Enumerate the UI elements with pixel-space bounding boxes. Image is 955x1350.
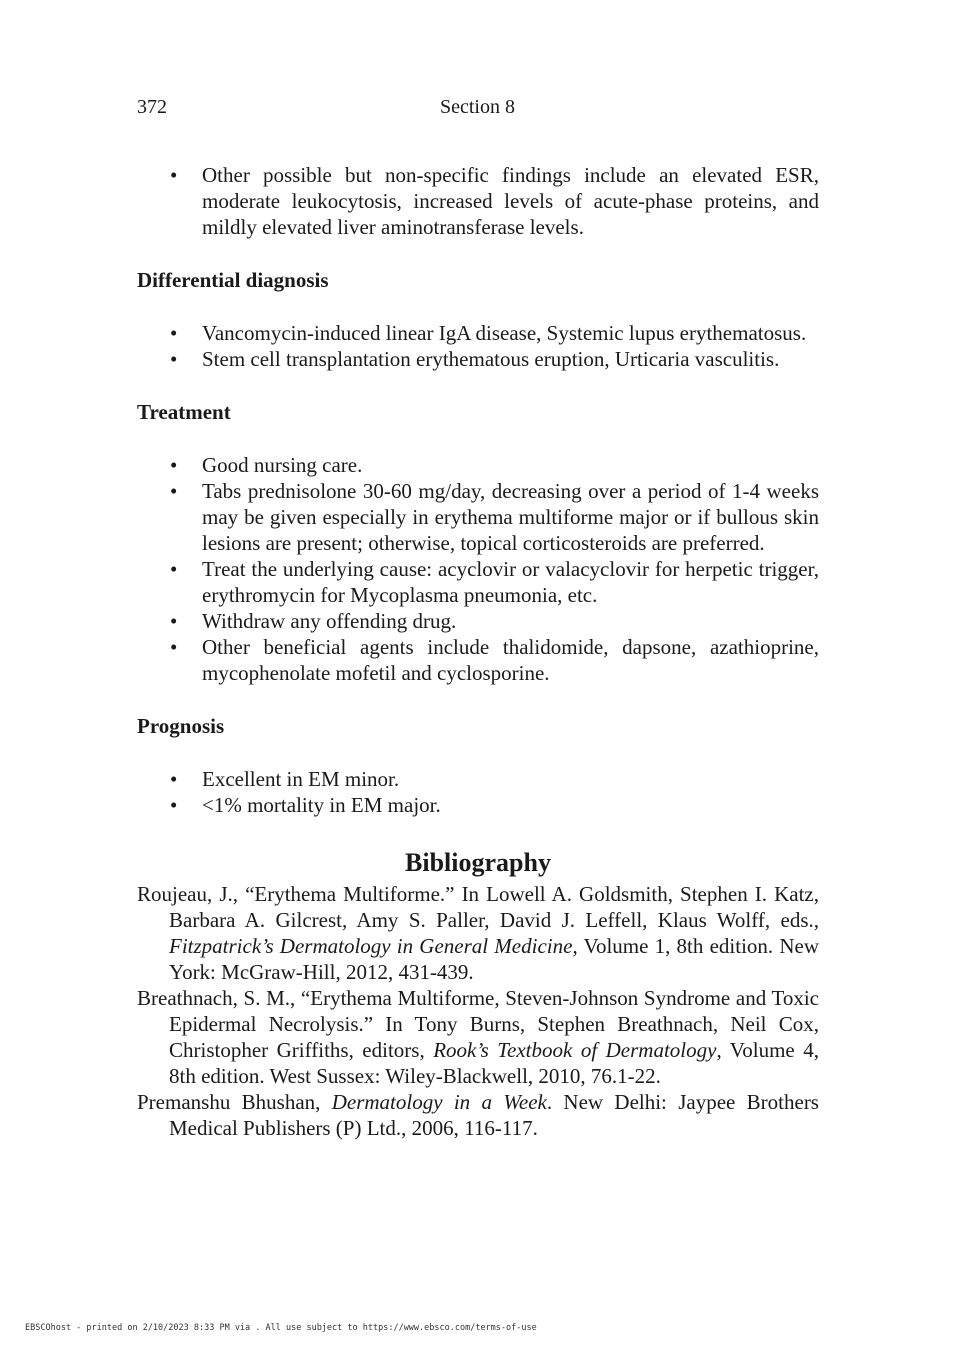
list-item-text: Other beneficial agents include thalidomide, dapsone, azathioprine, mycophenolate mofetil and cyclosporine.: [202, 635, 819, 685]
list-item: [137, 162, 819, 240]
bullet-icon: •: [170, 347, 178, 371]
list-item-text: Withdraw any offending drug.: [202, 609, 457, 633]
bullet-icon: •: [170, 163, 178, 187]
list-item-text: Excellent in EM minor.: [202, 767, 400, 791]
treatment-heading: Treatment: [137, 400, 231, 424]
list-item-text: Treat the underlying cause: acyclovir or valacyclovir for herpetic trigger, erythromycin for Mycoplasma pneumonia, etc.: [202, 557, 819, 607]
page-body: [137, 162, 819, 1141]
list-item-text: Stem cell transplantation erythematous eruption, Urticaria vasculitis.: [202, 347, 780, 371]
differential-heading: Differential diagnosis: [137, 268, 329, 292]
intro-list: [137, 162, 819, 240]
list-item: [137, 608, 819, 634]
list-item: [137, 320, 819, 346]
reference-text: . New Delhi: Jaypee Brothers Medical Publishers (P) Ltd., 2006, 116-117.: [169, 1090, 819, 1140]
list-item: [137, 478, 819, 556]
list-item-text: <1% mortality in EM major.: [202, 793, 441, 817]
bibliography-title: Bibliography: [405, 848, 551, 877]
list-item-text: Tabs prednisolone 30-60 mg/day, decreasing over a period of 1-4 weeks may be given especially in erythema multiforme major or if bullous skin lesions are present; otherwise, topical corticosteroids are preferred.: [202, 479, 819, 555]
list-item-text: Vancomycin-induced linear IgA disease, Systemic lupus erythematosus.: [202, 321, 807, 345]
list-item: [137, 792, 819, 818]
bullet-icon: •: [170, 321, 178, 345]
treatment-list: [137, 452, 819, 686]
reference-entry: [137, 881, 819, 985]
list-item-text: Other possible but non-specific findings include an elevated ESR, moderate leukocytosis, increased levels of acute-phase proteins, and mildly elevated liver aminotransferase levels.: [202, 163, 819, 239]
reference-entry: [137, 1089, 819, 1141]
reference-text: Roujeau, J., “Erythema Multiforme.” In Lowell A. Goldsmith, Stephen I. Katz, Barbara A. Gilcrest, Amy S. Paller, David J. Leffell, Klaus Wolff, eds.,: [137, 882, 819, 932]
list-item: [137, 556, 819, 608]
bullet-icon: •: [170, 767, 178, 791]
reference-entry: [137, 985, 819, 1089]
reference-title: Dermatology in a Week: [331, 1090, 547, 1114]
reference-text: Breathnach, S. M., “Erythema Multiforme, Steven-Johnson Syndrome and Toxic Epidermal Necrolysis.” In Tony Burns, Stephen Breathnach, Neil Cox, Christopher Griffiths, editors,: [137, 986, 819, 1062]
bullet-icon: •: [170, 609, 178, 633]
prognosis-list: [137, 766, 819, 818]
list-item: [137, 346, 819, 372]
list-item-text: Good nursing care.: [202, 453, 363, 477]
bullet-icon: •: [170, 557, 178, 581]
list-item: [137, 766, 819, 792]
prognosis-heading: Prognosis: [137, 714, 225, 738]
list-item: [137, 452, 819, 478]
list-item: [137, 634, 819, 686]
print-footer: EBSCOhost - printed on 2/10/2023 8:33 PM via . All use subject to https://www.ebsco.com/terms-of-use: [25, 1323, 537, 1333]
page-number: 372: [137, 96, 167, 118]
reference-text: Premanshu Bhushan,: [137, 1090, 332, 1114]
reference-title: Rook’s Textbook of Dermatology: [433, 1038, 717, 1062]
reference-text: , Volume 4, 8th edition. West Sussex: Wiley-Blackwell, 2010, 76.1-22.: [169, 1038, 819, 1088]
running-head: Section 8: [440, 96, 515, 118]
differential-list: [137, 320, 819, 372]
bullet-icon: •: [170, 635, 178, 659]
bullet-icon: •: [170, 793, 178, 817]
reference-text: , Volume 1, 8th edition. New York: McGraw-Hill, 2012, 431-439.: [169, 934, 819, 984]
bullet-icon: •: [170, 479, 178, 503]
bibliography-list: [137, 881, 819, 1141]
reference-title: Fitzpatrick’s Dermatology in General Medicine: [169, 934, 573, 958]
bullet-icon: •: [170, 453, 178, 477]
